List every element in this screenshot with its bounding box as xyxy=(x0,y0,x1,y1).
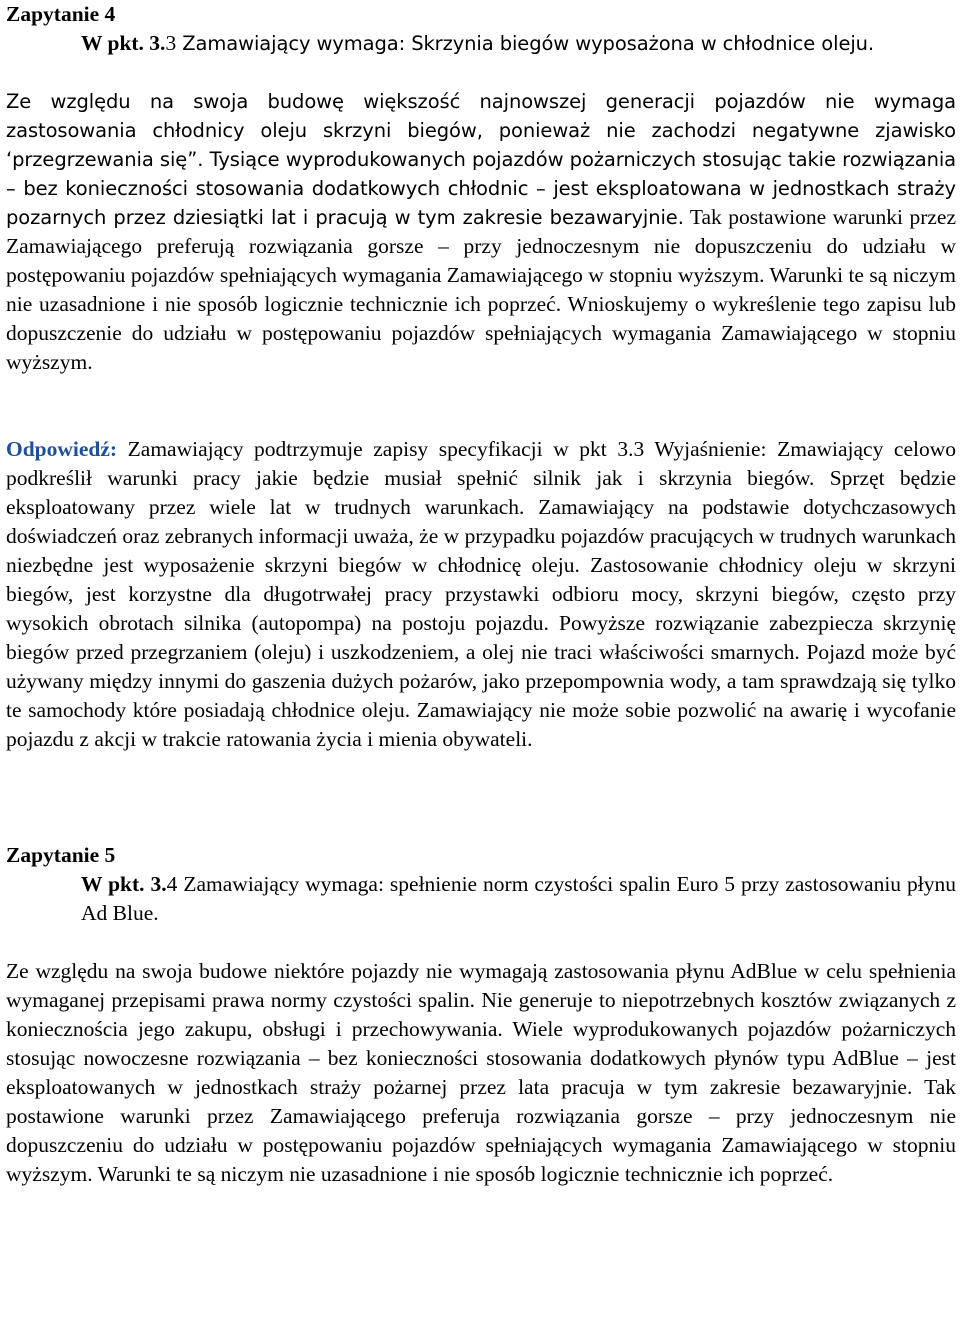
question-4-ref-text: Zamawiający wymaga: Skrzynia biegów wyposażona w chłodnice oleju. xyxy=(176,32,875,55)
question-5-reference xyxy=(6,870,956,928)
answer-label: Odpowiedź: xyxy=(6,437,118,461)
question-4-body-serif: Tak postawione warunki przez Zamawiającego preferują rozwiązania gorsze – przy jednoczesnym nie dopuszczeniu do udziału w postępowaniu pojazdów spełniających wymagania Zamawiającego w stopniu wyższym. Warunki te są niczym nie uzasadnione i nie sposób logicznie technicznie ich poprzeć. Wnioskujemy o wykreślenie tego zapisu lub dopuszczenie do udziału w postępowaniu pojazdów spełniających wymagania Zamawiającego w stopniu wyższym. xyxy=(6,205,957,374)
question-5-ref-text: Zamawiający wymaga: spełnienie norm czystości spalin Euro 5 przy zastosowaniu płynu Ad Blue. xyxy=(81,872,956,925)
question-4-answer xyxy=(6,435,956,754)
question-5-ref-bold: W pkt. 3. xyxy=(81,872,167,896)
question-4-body xyxy=(6,87,956,377)
question-5-heading: Zapytanie 5 xyxy=(6,843,116,867)
question-5-body: Ze względu na swoja budowe niektóre pojazdy nie wymagają zastosowania płynu AdBlue w celu spełnienia wymaganej przepisami prawa normy czystości spalin. Nie generuje to niepotrzebnych kosztów związanych z koniecznościa jego zakupu, obsługi i przechowywania. Wiele wyprodukowanych pojazdów pożarniczych stosując nowoczesne rozwiązania – bez konieczności stosowania dodatkowych płynów typu AdBlue – jest eksploatowanych w jednostkach straży pożarnej przez lata pracuja w tym zakresie bezawaryjnie. Tak postawione warunki przez Zamawiającego preferuja rozwiązania gorsze – przy jednoczesnym nie dopuszczeniu do udziału w postępowaniu pojazdów spełniających wymagania Zamawiającego w stopniu wyższym. Warunki te są niczym nie uzasadnione i nie sposób logicznie technicznie ich poprzeć. xyxy=(6,959,956,1186)
question-4-body-sans: Ze względu na swoja budowę większość najnowszej generacji pojazdów nie wymaga zastosowania chłodnicy oleju skrzyni biegów, ponieważ nie zachodzi negatywne zjawisko ‘przegrzewania się”. Tysiące wyprodukowanych pojazdów pożarniczych stosując takie rozwiązania – bez konieczności stosowania dodatkowych chłodnic – jest eksploatowana w jednostkach straży pozarnych przez dziesiątki lat i pracują w tym zakresie bezawaryjnie. xyxy=(6,90,956,229)
question-5-ref-num: 4 xyxy=(166,872,178,896)
question-4-reference xyxy=(6,29,956,58)
document-page xyxy=(6,0,956,1189)
question-4-section xyxy=(6,0,956,754)
question-5-section xyxy=(6,841,956,1189)
question-4-ref-bold: W pkt. 3. xyxy=(81,31,166,55)
answer-text: Zamawiający podtrzymuje zapisy specyfikacji w pkt 3.3 Wyjaśnienie: Zmawiający celowo podkreślił warunki pracy jakie będzie musiał spełnić silnik jak i skrzynia biegów. Sprzęt będzie eksploatowany przez wiele lat w trudnych warunkach. Zamawiający na podstawie dotychczasowych doświadczeń oraz zebranych informacji uważa, że w przypadku pojazdów pracujących w trudnych warunkach niezbędne jest wyposażenie skrzyni biegów w chłodnicę oleju. Zastosowanie chłodnicy oleju w skrzyni biegów, jest korzystne dla długotrwałej pracy przystawki odbioru mocy, skrzyni biegów, często przy wysokich obrotach silnika (autopompa) na postoju pojazdu. Powyższe rozwiązanie zabezpiecza skrzynię biegów przed przegrzaniem (oleju) i uszkodzeniem, a olej nie traci właściwości smarnych. Pojazd może być używany między innymi do gaszenia dużych pożarów, jako przepompownia wody, a tam sprawdzają się tylko te samochody które posiadają chłodnice oleju. Zamawiający nie może sobie pozwolić na awarię i wycofanie pojazdu z akcji w trakcie ratowania życia i mienia obywateli. xyxy=(6,437,956,751)
question-4-heading: Zapytanie 4 xyxy=(6,2,116,26)
question-4-ref-num: 3 xyxy=(165,31,177,55)
